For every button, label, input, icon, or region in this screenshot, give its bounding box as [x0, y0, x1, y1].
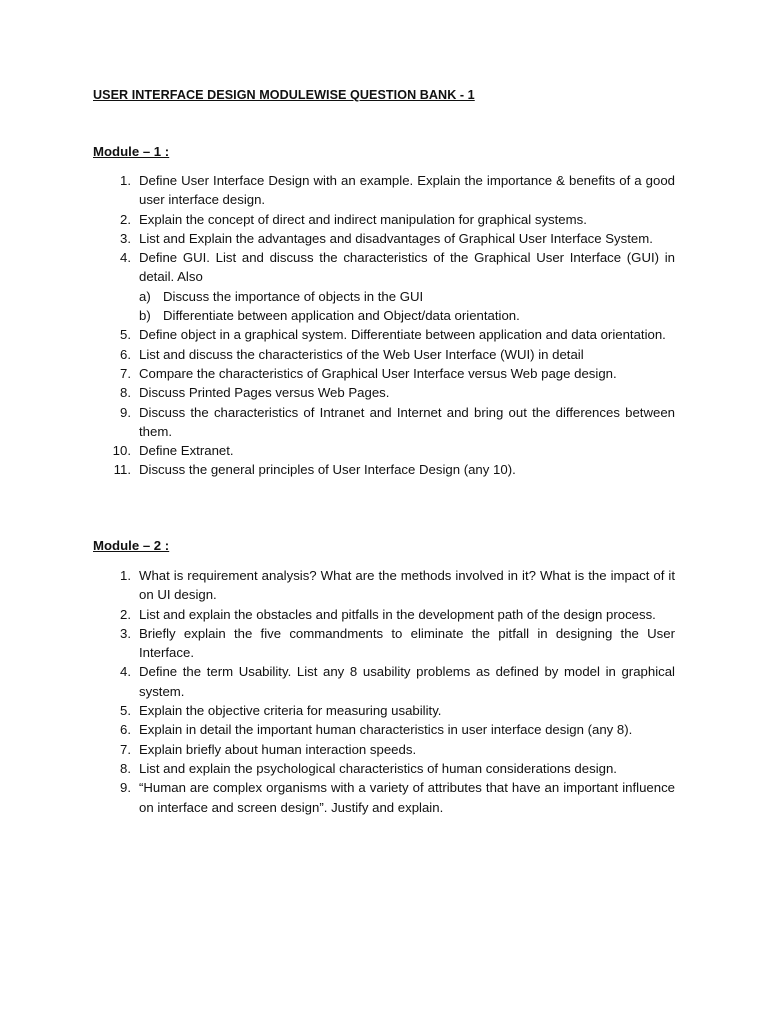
sub-question-letter: b)	[139, 308, 151, 324]
question-item	[105, 720, 675, 739]
question-item	[105, 740, 675, 759]
question-item	[105, 345, 675, 364]
question-number: 6.	[120, 722, 131, 738]
question-text: “Human are complex organisms with a variety of attributes that have an important influence on interface and screen design”. Justify and explain.	[139, 780, 675, 815]
question-item	[105, 171, 675, 210]
question-text: Explain the concept of direct and indirect manipulation for graphical systems.	[139, 211, 587, 227]
question-text: List and explain the obstacles and pitfalls in the development path of the design process.	[139, 606, 656, 622]
question-text: Discuss the characteristics of Intranet and Internet and bring out the differences between them.	[139, 404, 675, 439]
module-2-question-list	[105, 566, 675, 817]
question-number: 9.	[120, 404, 131, 420]
question-item	[105, 778, 675, 817]
question-number: 6.	[120, 346, 131, 362]
question-item	[105, 325, 675, 344]
question-number: 4.	[120, 250, 131, 266]
question-item	[105, 605, 675, 624]
module-1-heading: Module – 1 :	[93, 144, 170, 159]
module-2-heading: Module – 2 :	[93, 538, 170, 553]
question-item	[105, 701, 675, 720]
question-number: 5.	[120, 703, 131, 719]
question-number: 1.	[120, 568, 131, 583]
question-item	[105, 441, 675, 460]
question-number: 1.	[120, 173, 131, 188]
question-number: 11.	[113, 462, 131, 478]
question-text: Define object in a graphical system. Differentiate between application and data orientation.	[139, 327, 666, 343]
module-1-question-list	[105, 171, 675, 480]
question-item	[105, 210, 675, 229]
question-number: 2.	[120, 606, 131, 622]
question-text: Define the term Usability. List any 8 usability problems as defined by model in graphical system.	[139, 664, 675, 699]
sub-question-letter: a)	[139, 288, 151, 304]
question-text: Explain briefly about human interaction speeds.	[139, 741, 417, 757]
question-text: List and Explain the advantages and disadvantages of Graphical User Interface System.	[139, 230, 653, 246]
sub-question-list	[139, 287, 675, 326]
question-number: 7.	[120, 741, 131, 757]
question-item	[105, 460, 675, 479]
question-text: List and explain the psychological characteristics of human considerations design.	[139, 760, 617, 776]
question-number: 4.	[120, 664, 131, 680]
question-item	[105, 383, 675, 402]
question-text: Define GUI. List and discuss the characteristics of the Graphical User Interface (GUI) in detail. Also	[139, 250, 675, 285]
question-number: 8.	[120, 760, 131, 776]
sub-question-text: Discuss the importance of objects in the GUI	[163, 288, 424, 304]
question-text: Compare the characteristics of Graphical User Interface versus Web page design.	[139, 365, 617, 381]
question-number: 2.	[120, 211, 131, 227]
question-number: 8.	[120, 385, 131, 401]
question-item	[105, 364, 675, 383]
question-number: 3.	[120, 625, 131, 641]
question-text: Discuss the general principles of User Interface Design (any 10).	[139, 462, 516, 478]
question-text: What is requirement analysis? What are the methods involved in it? What is the impact of it on UI design.	[139, 568, 675, 603]
question-item	[105, 229, 675, 248]
question-text: Explain in detail the important human characteristics in user interface design (any 8).	[139, 722, 633, 738]
question-number: 10.	[112, 443, 131, 459]
question-item	[105, 759, 675, 778]
question-number: 9.	[120, 780, 131, 796]
question-text: Explain the objective criteria for measuring usability.	[139, 703, 442, 719]
sub-question-item	[139, 287, 675, 306]
question-item	[105, 403, 675, 442]
question-text: Define User Interface Design with an example. Explain the importance & benefits of a good user interface design.	[139, 173, 675, 208]
question-item	[105, 248, 675, 325]
question-number: 3.	[120, 230, 131, 246]
question-item	[105, 662, 675, 701]
question-text: Define Extranet.	[139, 443, 234, 459]
document-title: USER INTERFACE DESIGN MODULEWISE QUESTION BANK - 1	[93, 88, 475, 102]
sub-question-text: Differentiate between application and Object/data orientation.	[163, 308, 520, 324]
question-item	[105, 566, 675, 605]
sub-question-item	[139, 306, 675, 325]
question-text: Briefly explain the five commandments to eliminate the pitfall in designing the User Interface.	[139, 625, 675, 661]
question-text: Discuss Printed Pages versus Web Pages.	[139, 385, 390, 401]
question-number: 7.	[120, 365, 131, 381]
question-text: List and discuss the characteristics of the Web User Interface (WUI) in detail	[139, 346, 584, 362]
question-number: 5.	[120, 327, 131, 343]
question-item	[105, 624, 675, 663]
